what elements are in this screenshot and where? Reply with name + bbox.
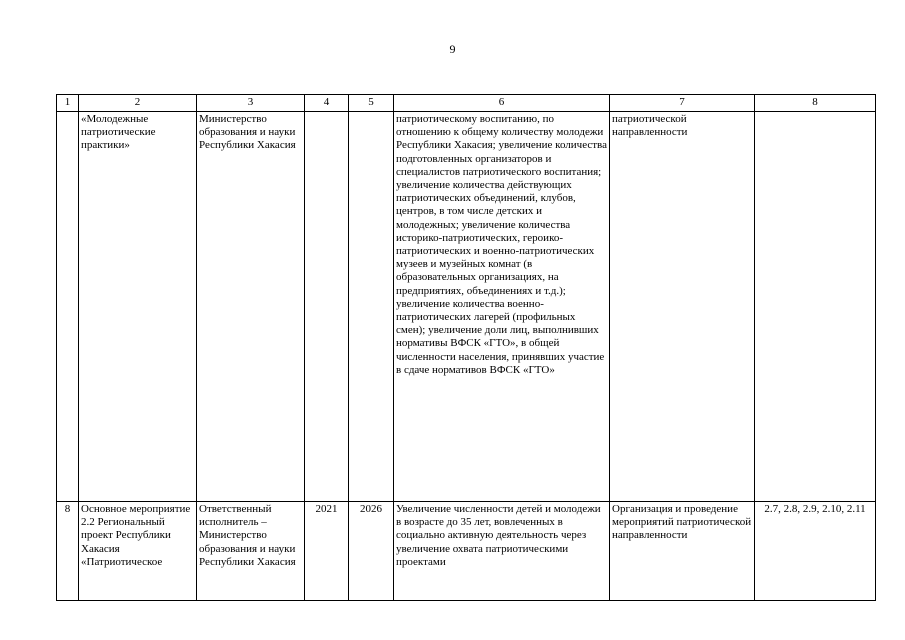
- event-name-cell: «Молодежные патриотические практики»: [79, 112, 197, 502]
- header-cell: 2: [79, 95, 197, 112]
- header-cell: 7: [610, 95, 755, 112]
- header-cell: 5: [349, 95, 394, 112]
- table-row: [57, 112, 876, 502]
- start-year-cell: [305, 112, 349, 502]
- page-number: 9: [449, 42, 456, 56]
- header-cell: 1: [57, 95, 79, 112]
- end-year-cell: [349, 112, 394, 502]
- header-cell: 6: [394, 95, 610, 112]
- header-cell: 8: [755, 95, 876, 112]
- results-cell: Увеличение численности детей и молодежи в возрасте до 35 лет, вовлеченных в социально активную деятельность через увеличение охвата патриотическими проектами: [394, 502, 610, 601]
- row-number-cell: [57, 112, 79, 502]
- table-row: [57, 502, 876, 601]
- end-year-cell: 2026: [349, 502, 394, 601]
- event-name-cell: Основное мероприятие 2.2 Региональный проект Республики Хакасия «Патриотическое: [79, 502, 197, 601]
- row-number-cell: 8: [57, 502, 79, 601]
- directions-cell: Организация и проведение мероприятий патриотической направленности: [610, 502, 755, 601]
- executor-cell: Министерство образования и науки Республики Хакасия: [197, 112, 305, 502]
- program-table: [56, 94, 876, 601]
- indicators-cell: [755, 112, 876, 502]
- indicators-cell: 2.7, 2.8, 2.9, 2.10, 2.11: [755, 502, 876, 601]
- header-cell: 4: [305, 95, 349, 112]
- executor-cell: Ответственный исполнитель – Министерство образования и науки Республики Хакасия: [197, 502, 305, 601]
- results-cell: патриотическому воспитанию, по отношению к общему количеству молодежи Республики Хакасия; увеличение количества подготовленных организаторов и специалистов патриотического воспитания; увеличение количества действующих патриотических объединений, клубов, центров, в том числе детских и молодежных; увеличение количества историко-патриотических, героико-патриотических и военно-патриотических музеев и музейных комнат (в образовательных организациях, на предприятиях, объединениях и т.д.); увеличение количества военно-патриотических лагерей (профильных смен); увеличение доли лиц, выполнивших нормативы ВФСК «ГТО», в общей численности населения, принявших участие в сдаче нормативов ВФСК «ГТО»: [394, 112, 610, 502]
- start-year-cell: 2021: [305, 502, 349, 601]
- header-cell: 3: [197, 95, 305, 112]
- header-row: [57, 95, 876, 112]
- directions-cell: патриотической направленности: [610, 112, 755, 502]
